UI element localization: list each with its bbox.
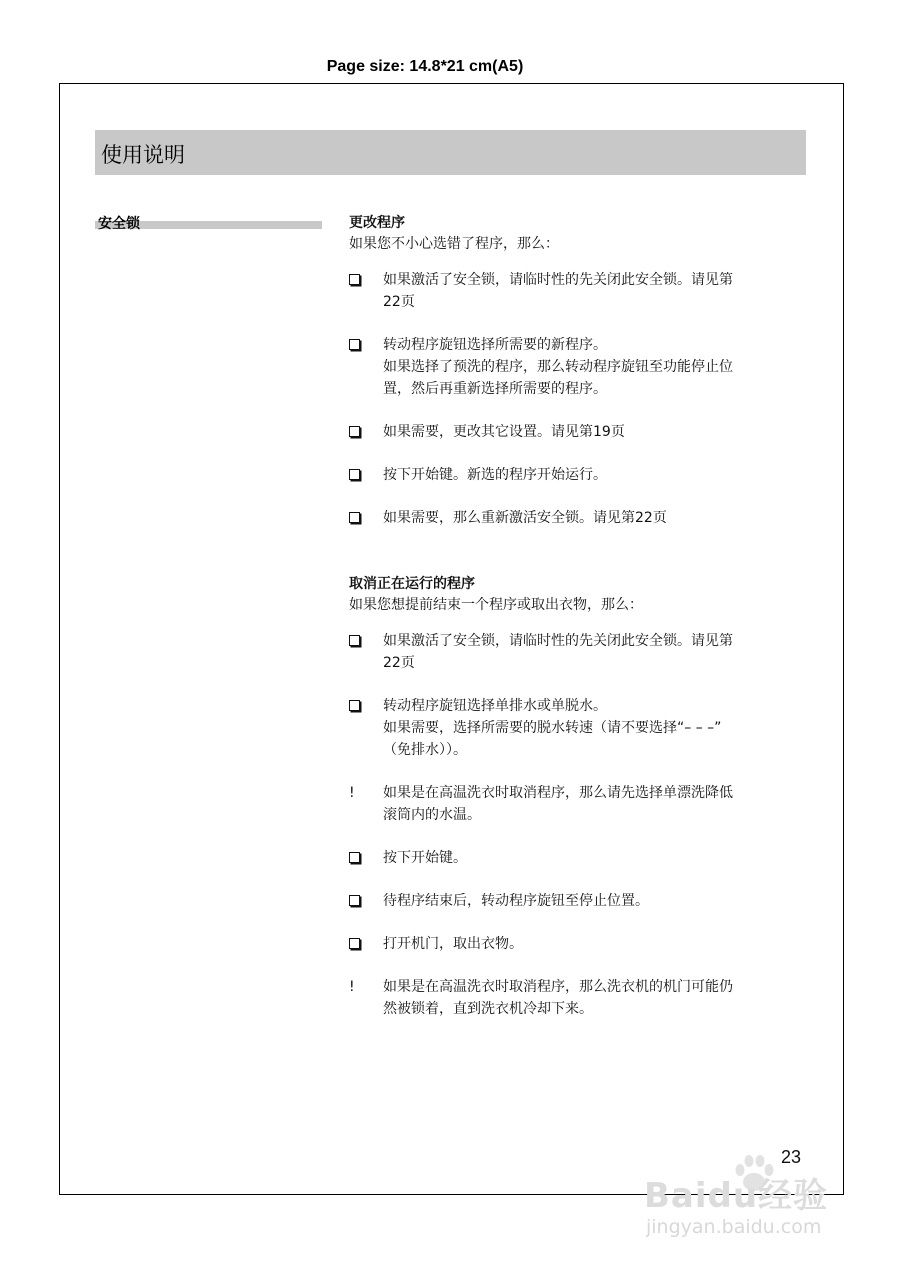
section-subtitle: 取消正在运行的程序 [349, 576, 475, 592]
watermark-url: jingyan.baidu.com [646, 1216, 822, 1238]
list-item-line: 待程序结束后，转动程序旋钮至停止位置。 [383, 893, 649, 909]
checkbox-bullet-icon [349, 269, 369, 291]
checkbox-bullet-icon [349, 421, 369, 443]
checkbox-square [349, 274, 360, 285]
exclamation-mark: ! [349, 979, 355, 995]
checkbox-bullet-icon [349, 630, 369, 652]
section-header-title: 使用说明 [101, 143, 185, 167]
list-item-line: 如果激活了安全锁，请临时性的先关闭此安全锁。请见第 [383, 272, 733, 288]
list-item-line: 然被锁着，直到洗衣机冷却下来。 [383, 1001, 593, 1017]
list-item-line: 如果选择了预洗的程序，那么转动程序旋钮至功能停止位 [383, 359, 733, 375]
list-item-line: 转动程序旋钮选择所需要的新程序。 [383, 337, 607, 353]
checkbox-square [349, 852, 360, 863]
list-item-line: 如果是在高温洗衣时取消程序，那么请先选择单漂洗降低 [383, 785, 733, 801]
list-item-line: 按下开始键。新选的程序开始运行。 [383, 467, 607, 483]
list-item [349, 847, 809, 869]
page-size-caption: Page size: 14.8*21 cm(A5) [326, 58, 524, 75]
list-item [349, 269, 809, 313]
list-item [349, 976, 809, 1020]
checkbox-square [349, 512, 360, 523]
checkbox-bullet-icon [349, 890, 369, 912]
list-item [349, 630, 809, 674]
checkbox-square [349, 469, 360, 480]
checkbox-bullet-icon [349, 334, 369, 356]
side-label [95, 213, 322, 233]
section-header [95, 130, 806, 175]
section-intro: 如果您不小心选错了程序，那么： [349, 236, 559, 252]
warning-bullet-icon [349, 782, 369, 804]
list-item [349, 933, 809, 955]
list-item-line: 如果需要，那么重新激活安全锁。请见第22页 [383, 510, 667, 526]
section-subtitle: 更改程序 [349, 215, 405, 231]
section-spacer [349, 550, 809, 574]
list-item [349, 334, 809, 400]
list-item [349, 421, 809, 443]
checkbox-bullet-icon [349, 464, 369, 486]
list-item-line: 打开机门，取出衣物。 [383, 936, 523, 952]
list-item [349, 464, 809, 486]
watermark-brand: Baidu经验 [644, 1176, 829, 1216]
list-item-line: 按下开始键。 [383, 850, 467, 866]
list-item [349, 782, 809, 826]
checkbox-square [349, 938, 360, 949]
list-item-line: 如果是在高温洗衣时取消程序，那么洗衣机的机门可能仍 [383, 979, 733, 995]
list-item [349, 890, 809, 912]
list-item-line: 如果需要，选择所需要的脱水转速（请不要选择“– – –” [383, 720, 722, 736]
checkbox-square [349, 426, 360, 437]
list-item-line: 滚筒内的水温。 [383, 807, 481, 823]
baidu-watermark [640, 1150, 860, 1250]
list-item-line: 如果需要，更改其它设置。请见第19页 [383, 424, 625, 440]
checkbox-bullet-icon [349, 847, 369, 869]
checkbox-bullet-icon [349, 695, 369, 717]
list-item [349, 507, 809, 529]
instruction-content [349, 213, 809, 1041]
checkbox-square [349, 339, 360, 350]
checkbox-square [349, 700, 360, 711]
list-item-line: （免排水））。 [383, 742, 467, 758]
side-label-text: 安全锁 [98, 216, 140, 232]
list-item-line: 转动程序旋钮选择单排水或单脱水。 [383, 698, 607, 714]
section-intro: 如果您想提前结束一个程序或取出衣物，那么： [349, 597, 643, 613]
checkbox-bullet-icon [349, 507, 369, 529]
exclamation-mark: ! [349, 785, 355, 801]
checkbox-square [349, 635, 360, 646]
checkbox-square [349, 895, 360, 906]
list-item [349, 695, 809, 761]
list-item-line: 如果激活了安全锁，请临时性的先关闭此安全锁。请见第 [383, 633, 733, 649]
list-item-line: 22页 [383, 655, 415, 671]
checkbox-bullet-icon [349, 933, 369, 955]
warning-bullet-icon [349, 976, 369, 998]
page-number: 23 [781, 1147, 802, 1167]
list-item-line: 置，然后再重新选择所需要的程序。 [383, 381, 607, 397]
list-item-line: 22页 [383, 294, 415, 310]
